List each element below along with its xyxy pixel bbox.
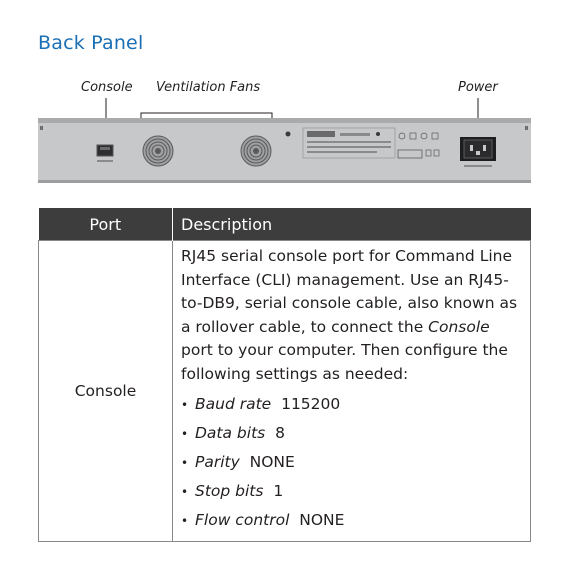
ubiquiti-logo-icon bbox=[376, 132, 380, 136]
callout-console: Console bbox=[81, 80, 133, 95]
header-port: Port bbox=[39, 208, 173, 241]
back-panel-illustration bbox=[0, 0, 568, 200]
list-item: • Data bits 8 bbox=[181, 419, 524, 448]
port-name: Console bbox=[39, 241, 173, 542]
list-item: • Flow control NONE bbox=[181, 506, 524, 535]
description-cell bbox=[173, 241, 531, 542]
port-description-table bbox=[38, 208, 531, 542]
bullet-icon: • bbox=[181, 398, 189, 412]
bullet-icon: • bbox=[181, 427, 189, 441]
ground-screw-icon bbox=[286, 132, 291, 137]
callout-ventilation-fans: Ventilation Fans bbox=[156, 80, 261, 95]
list-item: • Baud rate 115200 bbox=[181, 390, 524, 419]
bullet-icon: • bbox=[181, 485, 189, 499]
list-item: • Parity NONE bbox=[181, 448, 524, 477]
section-title: Back Panel bbox=[38, 32, 144, 54]
callout-power: Power bbox=[458, 80, 498, 95]
ventilation-fan-left bbox=[143, 136, 173, 166]
list-item: • Stop bits 1 bbox=[181, 477, 524, 506]
settings-list bbox=[181, 390, 524, 535]
description-text: RJ45 serial console port for Command Line Interface (CLI) management. Use an RJ45-to-DB9, serial console cable, also known as a rollover cable, to connect the Console port to your computer. Then configure the following settings as needed: bbox=[181, 247, 518, 383]
header-description: Description bbox=[173, 208, 531, 241]
ventilation-fan-right bbox=[241, 136, 271, 166]
table-row bbox=[39, 241, 531, 542]
bullet-icon: • bbox=[181, 456, 189, 470]
bullet-icon: • bbox=[181, 514, 189, 528]
